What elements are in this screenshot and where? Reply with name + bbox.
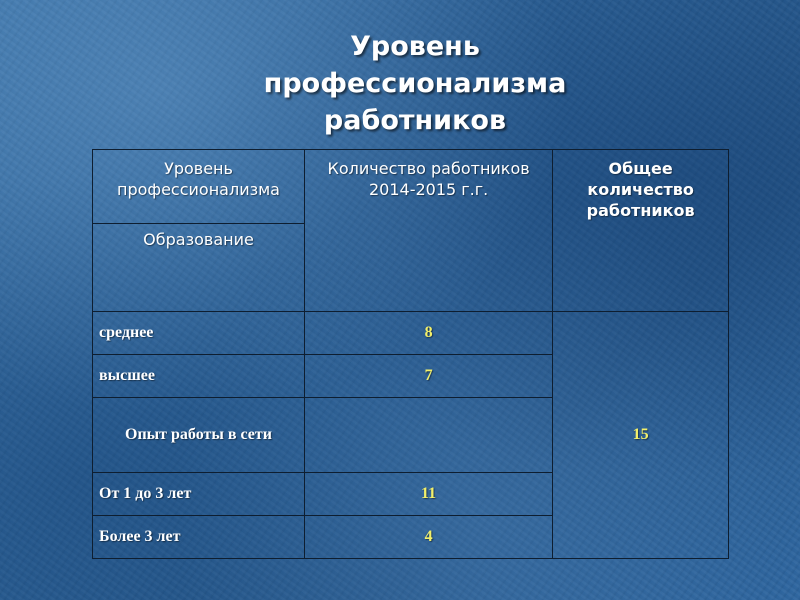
row-label-network-experience: Опыт работы в сети xyxy=(93,398,305,473)
slide-title-line-3: работников xyxy=(323,105,507,136)
row-label-secondary: среднее xyxy=(93,312,305,355)
row-value-1-to-3-years: 11 xyxy=(305,473,553,516)
row-label-1-to-3-years: От 1 до 3 лет xyxy=(93,473,305,516)
total-employees-value: 15 xyxy=(553,312,729,559)
row-value-secondary: 8 xyxy=(305,312,553,355)
professionalism-table xyxy=(92,149,729,559)
row-value-higher: 7 xyxy=(305,355,553,398)
table-row xyxy=(93,312,729,355)
row-value-over-3-years: 4 xyxy=(305,516,553,559)
header-professionalism-level: Уровень профессионализма xyxy=(93,150,305,224)
header-total-employees: Общее количество работников xyxy=(553,150,729,312)
row-label-higher: высшее xyxy=(93,355,305,398)
header-employee-count: Количество работников 2014-2015 г.г. xyxy=(305,150,553,312)
table-header-row xyxy=(93,150,729,224)
slide-title xyxy=(200,28,630,139)
row-label-over-3-years: Более 3 лет xyxy=(93,516,305,559)
header-education: Образование xyxy=(93,224,305,312)
slide-title-line-2: профессионализма xyxy=(263,68,567,99)
slide-title-line-1: Уровень xyxy=(350,31,480,62)
row-value-network-experience xyxy=(305,398,553,473)
